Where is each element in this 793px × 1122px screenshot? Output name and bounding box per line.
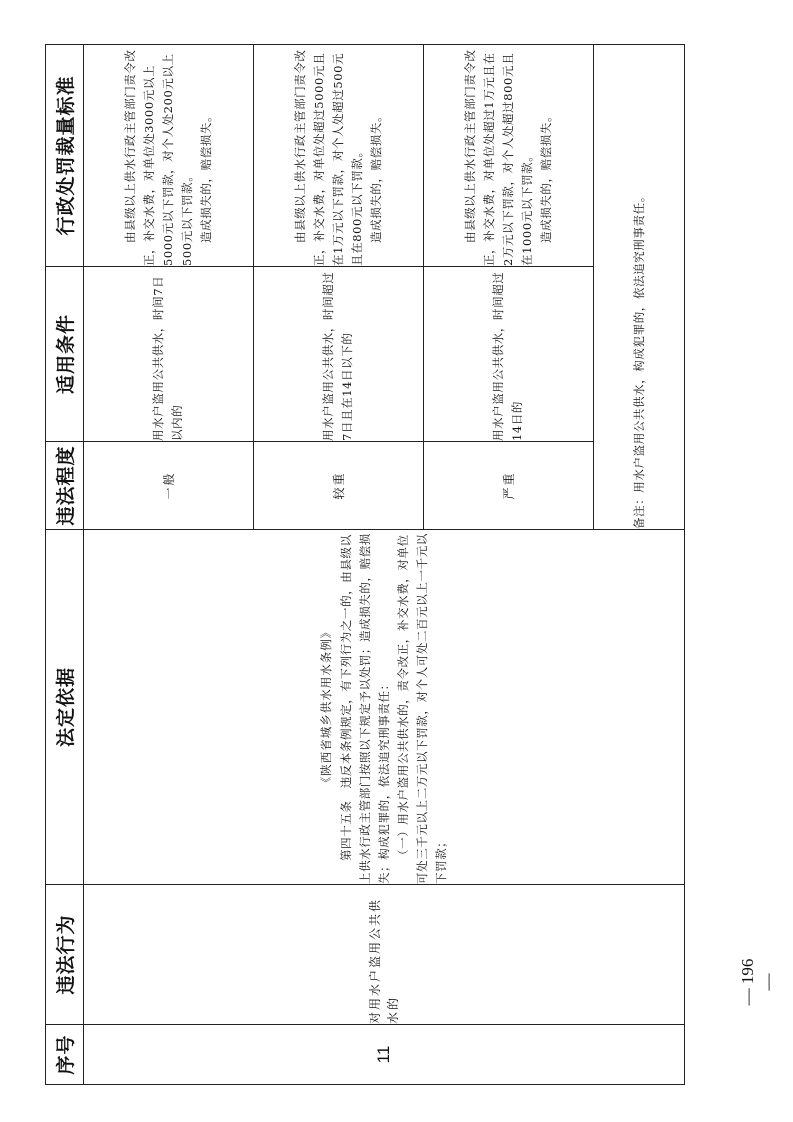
rotated-page	[45, 45, 685, 1085]
row-seq: 11	[83, 1025, 684, 1085]
header-act: 违法行为	[46, 885, 84, 1025]
standard-general-p2: 造成损失的，赔偿损失。	[198, 109, 213, 243]
standard-severe	[423, 45, 593, 267]
page-number: — 196 —	[738, 958, 777, 1006]
header-basis: 法定依据	[46, 530, 84, 885]
standard-serious-p1: 由县级以上供水行政主管部门责令改正，补交水费，对单位处超过5000元且在1万元以下罚款，对个人处超过500元且在800元以下罚款。	[292, 49, 364, 266]
standard-serious-p2: 造成损失的，赔偿损失。	[368, 109, 383, 243]
header-standard: 行政处罚裁量标准	[46, 45, 84, 267]
row-act: 对用水户盗用公共供水的	[83, 885, 684, 1025]
level-severe: 严重	[423, 442, 593, 530]
condition-severe: 用水户盗用公共供水，时间超过14日的	[423, 267, 593, 442]
condition-general: 用水户盗用公共供水，时间7日以内的	[83, 267, 253, 442]
header-row	[46, 45, 84, 1085]
header-seq: 序号	[46, 1025, 84, 1085]
basis-law-title: 《陕西省城乡供水用水条例》	[318, 625, 333, 789]
header-condition: 适用条件	[46, 267, 84, 442]
header-level: 违法程度	[46, 442, 84, 530]
level-serious: 较重	[253, 442, 423, 530]
level-general: 一般	[83, 442, 253, 530]
table-row	[83, 45, 253, 1085]
standard-general	[83, 45, 253, 267]
note: 备注：用水户盗用公共供水，构成犯罪的，依法追究刑事责任。	[593, 45, 684, 530]
condition-serious: 用水户盗用公共供水，时间超过7日且在14日以下的	[253, 267, 423, 442]
penalty-table	[45, 44, 685, 1085]
basis-paragraph-2: （一）用水户盗用公共供水的，责令改正，补交水费，对单位可处三千元以上二万元以下罚款，对个人可处二百元以上一千元以下罚款；	[395, 533, 448, 884]
row-basis	[83, 530, 684, 885]
basis-paragraph-1: 第四十五条 违反本条例规定，有下列行为之一的，由县级以上供水行政主管部门按照以下规定予以处罚；造成损失的，赔偿损失；构成犯罪的，依法追究刑事责任：	[338, 533, 391, 884]
standard-general-p1: 由县级以上供水行政主管部门责令改正，补交水费，对单位处3000元以上5000元以下罚款，对个人处200元以上500元以下罚款。	[122, 49, 194, 266]
standard-severe-p1: 由县级以上供水行政主管部门责令改正，补交水费，对单位处超过1万元且在2万元以下罚款，对个人处超过800元且在1000元以下罚款。	[462, 49, 534, 266]
standard-serious	[253, 45, 423, 267]
standard-severe-p2: 造成损失的，赔偿损失。	[538, 109, 553, 243]
